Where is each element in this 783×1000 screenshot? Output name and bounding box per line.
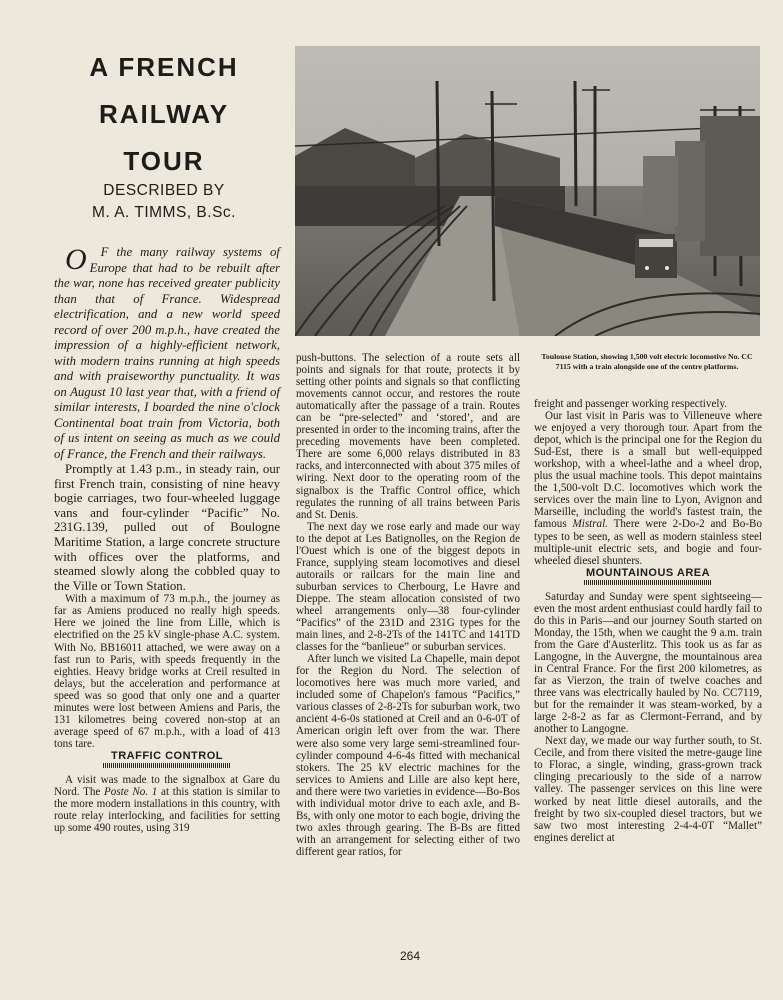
body-paragraph: Promptly at 1.43 p.m., in steady rain, our first French train, consisting of nine heavy bogie carriages, two four-wheeled luggage vans and four-cylinder “Pacific” No. 231G.139, pulled out of Boulogne Maritime Station, a large concrete structure with offices over the platforms, and steamed slowly along the cobbled quay to the Ville or Town Station.: [54, 462, 280, 593]
body-paragraph: Saturday and Sunday were spent sightseeing—even the most ardent enthusiast could hardly fail to do this in Paris—and our journey South started on Monday, the 15th, when we caught the 9 a.m. train from the Gare d'Austerlitz. This took us as far as Langogne, in the Auvergne, the mountainous area in Central France. For the first 200 kilometres, as far as Vierzon, the train of twelve coaches and three vans was electrically hauled by No. CC7119, but for the remainder it was steam-worked, by a large 2-8-2 as far as Clermont-Ferrand, and by another to Langogne.: [534, 590, 762, 736]
title-line: A FRENCH: [89, 52, 239, 82]
article-title: [50, 44, 278, 185]
italic-run: Poste No. 1: [104, 786, 158, 799]
column-3: [534, 398, 762, 844]
body-paragraph: With a maximum of 73 m.p.h., the journey as far as Amiens produced no really high speeds. Here we joined the line from Lille, which is electrified on the 25 kV single-phase A.C. system. With No. BB16011 attached, we were away on a fast run to Paris, with speeds frequently in the eighties. Heavy bridge works at Creil resulted in delays, but the acceleration and performance at speed was so good that only one and a quarter minutes were lost between Amiens and Paris, the 131 kilometres being covered non-stop at an average speed of 67 m.p.h., with a load of 413 tons tare.: [54, 593, 280, 750]
text-run: There were 2-Do-2 and Bo-Bo types to be seen, as well as modern stainless steel multiple-unit electric sets, and bogie and four-wheeled diesel shunters.: [534, 518, 762, 567]
body-paragraph: [534, 410, 762, 567]
byline: [50, 180, 278, 224]
section-heading: MOUNTAINOUS AREA: [585, 566, 711, 579]
body-paragraph: After lunch we visited La Chapelle, main depot for the Region du Nord. The selection of locomotives here was much more varied, and included some of Chapelon's famous “Pacifics,” various classes of 2-8-2Ts for suburban work, two ancient 4-6-0s stationed at Creil and an 0-6-0T of American origin left over from the war. There were also some very large semi-streamlined four-cylinder compound 4-6-4s fitted with mechanical stokers. The 25 kV electric machines for the services to Amiens and Lille are also kept here, and there were two varieties in evidence—Bo-Bos with individual motor drive to each axle, and B-Bs, with only one motor to each bogie, driving the two axles through gearing. The B-Bs are fitted with an arrangement for selecting either of two different gear ratios, for: [296, 653, 520, 858]
station-photo: [295, 46, 760, 336]
text-run: A visit was made to the signalbox at Gare du Nord. The: [54, 774, 280, 799]
drop-cap: O: [65, 243, 87, 276]
author-name: M. A. TIMMS, B.Sc.: [92, 204, 236, 221]
photo-caption: Toulouse Station, showing 1,500 volt electric locomotive No. CC 7115 with a train alongside one of the centre platforms.: [541, 352, 753, 371]
intro-text: F the many railway systems of Europe that had to be rebuilt after the war, none has received greater publicity than that of France. Widespread electrification, and a new world speed record of over 200 m.p.h., have created the impression of a highly-efficient network, with modern trains running at high speeds and with praiseworthy punctuality. It was on August 10 last year that, with a friend of similar interests, I boarded the nine o'clock Continental boat train from Victoria, both of us intent on seeing as much as we could of France, the French and their railways.: [54, 245, 280, 461]
title-line: RAILWAY: [98, 99, 230, 129]
text-run: Our last visit in Paris was to Villeneuve where we enjoyed a very thorough tour. Apart from the depot, which is the principal one for the Region du Sud-Est, there is a small but well-equipped workshop, with a wheel-lathe and a wheel drop, plus the usual machine tools. This depot maintains the 1,500-volt D.C. locomotives which work the services over the main line to Lyon, Avignon and Marseille, including the world's fastest train, the famous: [534, 410, 762, 531]
section-heading: TRAFFIC CONTROL: [111, 749, 223, 762]
station-photo-image: [295, 46, 760, 336]
text-run: at this station is similar to the more modern installations in this country, with route relay interlocking, and facilities for setting up some 490 routes, using 319: [54, 786, 280, 835]
body-paragraph: freight and passenger working respectively.: [534, 398, 728, 410]
body-paragraph: push-buttons. The selection of a route sets all points and signals for that route, protects it by setting other points and signals so that conflicting movements cannot occur, and restores the route automatically after the passage of a train. Routes can be “pre-selected” and ‘stored’, and are presented in order to the incoming trains, after the preceding movements have been completed. There are some 6,000 relays distributed in 83 racks, and interconnected with about 375 miles of wiring. Next door to the operating room of the signalbox is the Traffic Control office, which regulates the running of all trains between Paris and St. Denis.: [296, 352, 520, 521]
body-paragraph: The next day we rose early and made our way to the depot at Les Batignolles, on the Region de l'Ouest which is one of the biggest depots in France, supplying steam locomotives and diesel autorails or railcars for the main line and suburban services to Cherbourg, Le Havre and Dieppe. The steam allocation consisted of two wheel arrangements only—38 four-cylinder “Pacifics” of the 231D and 231G types for the main lines, and 2-8-2Ts of the 141TC and 141TD classes for the “banlieue” or suburban services.: [296, 520, 520, 654]
heading-rule: [584, 580, 712, 585]
column-1: [54, 245, 280, 834]
intro-paragraph: [54, 245, 280, 462]
page-number: 264: [399, 949, 421, 963]
byline-label: DESCRIBED BY: [103, 182, 225, 199]
italic-run: Mistral.: [572, 518, 608, 531]
body-paragraph: [54, 774, 280, 834]
title-line: TOUR: [123, 146, 205, 176]
body-paragraph: Next day, we made our way further south, to St. Cecile, and from there visited the metre-gauge line to Florac, a single, winding, grass-grown track clinging precariously to the side of a narrow valley. The passenger services on this line were worked by neat little diesel autorails, and the freight by two six-coupled diesel tractors, but we saw two most interesting 2-4-4-0T “Mallet” engines derelict at: [534, 735, 762, 844]
column-2: [296, 352, 520, 858]
heading-rule: [103, 763, 231, 768]
